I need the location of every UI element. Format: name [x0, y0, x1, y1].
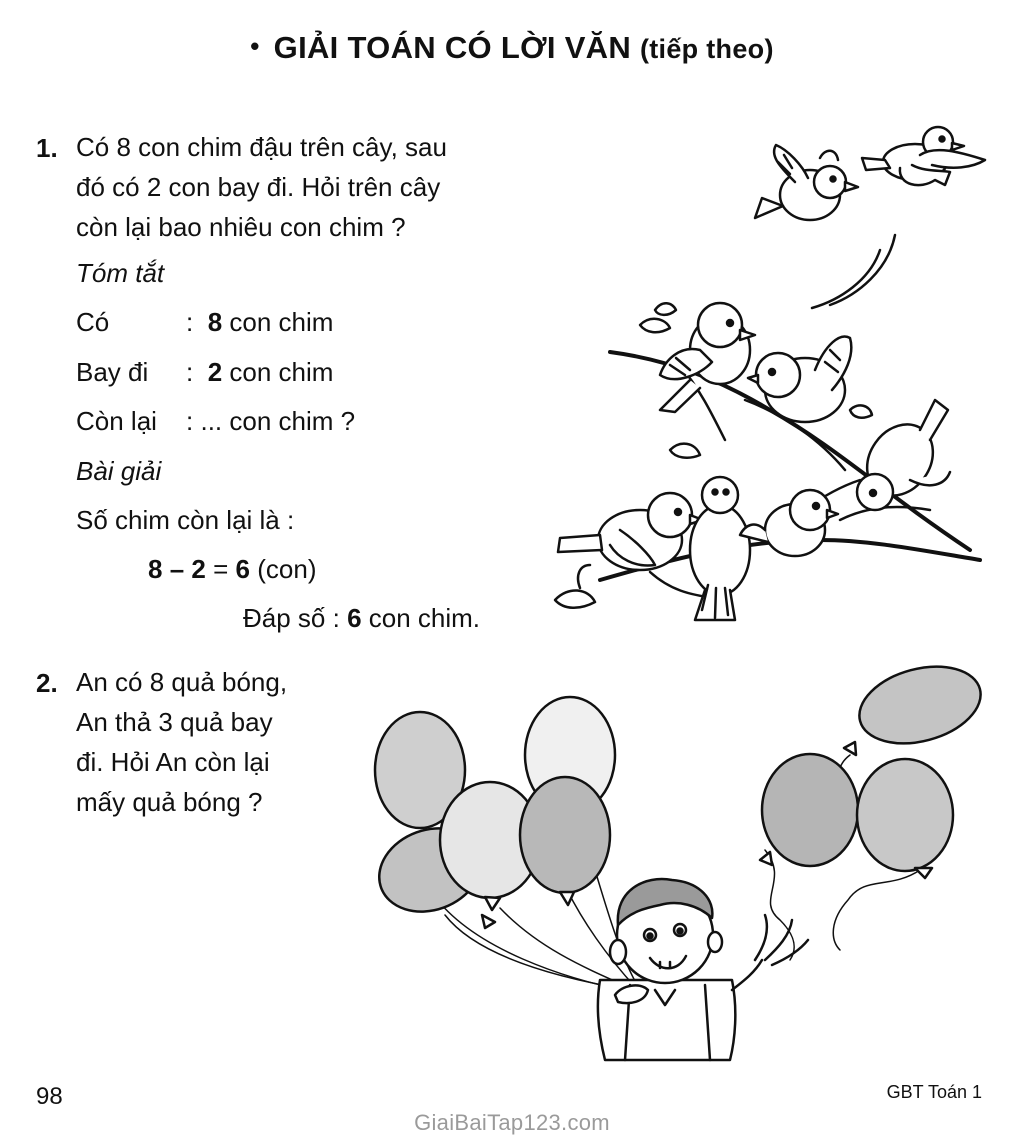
problem-2-number: 2.	[36, 668, 58, 698]
problem-2-text	[76, 662, 326, 822]
summary-row	[76, 352, 333, 392]
answer-line	[243, 598, 480, 638]
equation-result: 6	[235, 554, 250, 584]
answer-value: 6	[347, 603, 362, 633]
branch-bird-e	[690, 477, 750, 620]
flying-bird-left	[755, 145, 858, 220]
summary-colon: :	[186, 406, 194, 436]
watermark: GiaiBaiTap123.com	[414, 1110, 610, 1135]
title-bullet: •	[250, 31, 260, 61]
problem-1-line: còn lại bao nhiêu con chim ?	[76, 212, 406, 242]
summary-title: Tóm tắt	[76, 258, 165, 288]
solution-title: Bài giải	[76, 456, 162, 486]
summary-colon: :	[186, 307, 194, 337]
branch-bird-b	[748, 337, 851, 422]
problem-2-line: An có 8 quả bóng,	[76, 667, 288, 697]
title-main: GIẢI TOÁN CÓ LỜI VĂN	[273, 30, 632, 65]
equation-b: 2	[191, 554, 206, 584]
solution-intro: Số chim còn lại là :	[76, 505, 295, 535]
equation-unit: (con)	[257, 554, 317, 584]
summary-unit: con chim	[229, 307, 334, 337]
problem-1-line: đó có 2 con bay đi. Hỏi trên cây	[76, 172, 441, 202]
summary-unit: con chim ?	[229, 406, 356, 436]
summary-label: Bay đi	[76, 357, 149, 387]
balloons-illustration	[360, 660, 1000, 1060]
problem-2-line: mấy quả bóng ?	[76, 787, 263, 817]
summary-value: 2	[207, 357, 223, 387]
solution-equation	[148, 549, 316, 589]
equation-equals: =	[213, 554, 229, 584]
summary-label: Còn lại	[76, 406, 157, 436]
birds-illustration	[540, 110, 990, 630]
problem-2-line: đi. Hỏi An còn lại	[76, 747, 270, 777]
problem-2-line: An thả 3 quả bay	[76, 707, 273, 737]
answer-unit: con chim.	[368, 603, 481, 633]
problem-1-number: 1.	[36, 133, 58, 163]
problem-1-line: Có 8 con chim đậu trên cây, sau	[76, 132, 447, 162]
summary-row	[76, 302, 333, 342]
summary-value: 8	[207, 307, 223, 337]
equation-minus: –	[169, 554, 185, 584]
summary-label: Có	[76, 307, 110, 337]
summary-value: ...	[200, 406, 223, 436]
answer-label: Đáp số :	[243, 603, 340, 633]
flying-bird-right	[862, 127, 985, 185]
page-number: 98	[36, 1083, 63, 1110]
title-subtitle: (tiếp theo)	[639, 34, 774, 64]
book-label: GBT Toán 1	[886, 1082, 982, 1102]
equation-a: 8	[148, 554, 163, 584]
summary-unit: con chim	[229, 357, 334, 387]
page-title	[0, 30, 1024, 66]
summary-row	[76, 401, 355, 441]
problem-1-text	[76, 127, 447, 247]
summary-colon: :	[186, 357, 194, 387]
